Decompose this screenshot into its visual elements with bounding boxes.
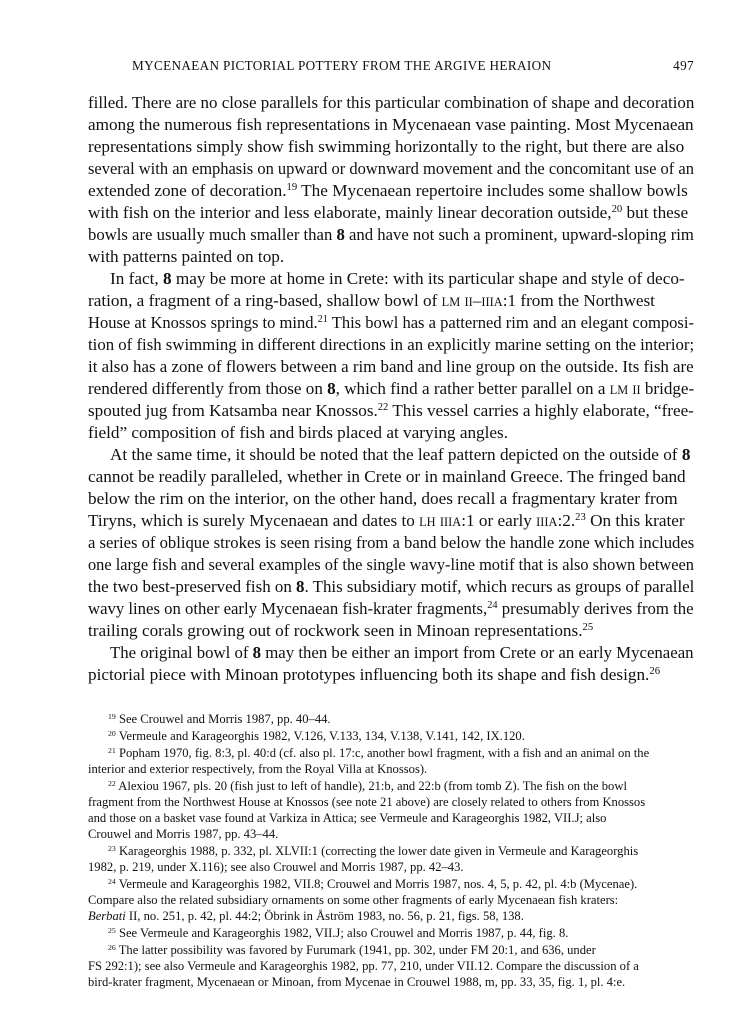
body-line: it also has a zone of flowers between a rim band and line group on the outside. Its fish are: [88, 357, 694, 376]
body-line: with fish on the interior and less elaborate, mainly linear decoration outside,$^{20}$ but these: [88, 203, 689, 222]
body-line: several with an emphasis on upward or downward movement and the concomitant use of an: [88, 159, 694, 178]
body-line: extended zone of decoration.$^{19}$ The Mycenaean repertoire includes some shallow bowls: [88, 181, 688, 200]
footnote-line: Compare also the related subsidiary ornaments on some other fragments of early Mycenaean fish kraters:: [88, 893, 619, 907]
footnote-line: $^{19}$ See Crouwel and Morris 1987, pp. 40–44.: [108, 711, 331, 726]
footnote-line: Crouwel and Morris 1987, pp. 43–44.: [88, 827, 279, 841]
footnote-line: and those on a basket vase found at Varkiza in Attica; see Vermeule and Karageorghis 1982, VII.J; also: [88, 811, 607, 825]
body-line: cannot be readily paralleled, whether in Crete or in mainland Greece. The fringed band: [88, 467, 686, 486]
body-line: wavy lines on other early Mycenaean fish-krater fragments,$^{24}$ presumably derives from the: [88, 599, 694, 618]
footnote-line: fragment from the Northwest House at Knossos (see note 21 above) are closely related to others from Knossos: [88, 795, 646, 809]
footnote-line: FS 292:1); see also Vermeule and Karageorghis 1982, pp. 77, 210, under VII.12. Compare the discussion of a: [88, 959, 639, 973]
body-line: House at Knossos springs to mind.$^{21}$ This bowl has a patterned rim and an elegant composi-: [88, 313, 694, 332]
paragraph-first-line: The original bowl of 8 may then be either an import from Crete or an early Mycenaean: [110, 643, 694, 662]
body-line: spouted jug from Katsamba near Knossos.$^{22}$ This vessel carries a highly elaborate, “free-: [88, 401, 694, 420]
body-line: trailing corals growing out of rockwork seen in Minoan representations.$^{25}$: [88, 621, 594, 640]
body-line: bowls are usually much smaller than 8 and have not such a prominent, upward-sloping rim: [88, 225, 694, 244]
body-line: tion of fish swimming in different directions in an explicitly marine setting on the interior;: [88, 335, 695, 354]
running-title: MYCENAEAN PICTORIAL POTTERY FROM THE ARGIVE HERAION: [132, 58, 552, 73]
body-line: field” composition of fish and birds placed at varying angles.: [88, 423, 509, 442]
body-line: filled. There are no close parallels for this particular combination of shape and decoration: [88, 93, 695, 112]
page-number: 497: [673, 58, 694, 73]
footnote-line: interior and exterior respectively, from the Royal Villa at Knossos).: [88, 762, 428, 776]
body-line: pictorial piece with Minoan prototypes influencing both its shape and fish design.$^{26}$: [88, 665, 661, 684]
footnote-line: bird-krater fragment, Mycenaean or Minoan, from Mycenae in Crouwel 1988, m, pp. 33, 35, fig. 1, pl. 4:e.: [88, 975, 626, 989]
body-line: one large fish and several examples of the single wavy-line motif that is also shown between: [88, 555, 694, 574]
body-line: representations simply show fish swimming horizontally to the right, but there are also: [88, 137, 685, 156]
body-line: among the numerous fish representations in Mycenaean vase painting. Most Mycenaean: [88, 115, 694, 134]
footnote-line: $^{26}$ The latter possibility was favored by Furumark (1941, pp. 302, under FM 20:1, and 636, under: [108, 942, 596, 957]
body-line: with patterns painted on top.: [88, 247, 285, 266]
footnote-line: $^{20}$ Vermeule and Karageorghis 1982, V.126, V.133, 134, V.138, V.141, 142, IX.120.: [108, 728, 525, 743]
body-line: a series of oblique strokes is seen rising from a band below the handle zone which includes: [88, 533, 695, 552]
footnote-line: $^{24}$ Vermeule and Karageorghis 1982, VII.8; Crouwel and Morris 1987, nos. 4, 5, p. 42, pl. 4:b (Mycenae).: [108, 876, 638, 891]
footnote-line: $^{23}$ Karageorghis 1988, p. 332, pl. XLVII:1 (correcting the lower date given in Vermeule and Karageorghis: [108, 843, 639, 858]
body-line: below the rim on the interior, on the other hand, does recall a fragmentary krater from: [88, 489, 678, 508]
body-line: the two best-preserved fish on 8. This subsidiary motif, which recurs as groups of parallel: [88, 577, 695, 596]
footnote-line: Berbati II, no. 251, p. 42, pl. 44:2; Öbrink in Åström 1983, no. 56, p. 21, figs. 58, 138.: [88, 909, 524, 923]
footnote-line: 1982, p. 219, under X.116); see also Crouwel and Morris 1987, pp. 42–43.: [88, 860, 464, 874]
footnote-line: $^{22}$ Alexiou 1967, pls. 20 (fish just to left of handle), 21:b, and 22:b (from tomb Z). The fish on the bowl: [108, 778, 627, 793]
body-line: rendered differently from those on 8, which find a rather better parallel on a LM II bridge-: [88, 379, 695, 398]
footnote-line: $^{21}$ Popham 1970, fig. 8:3, pl. 40:d (cf. also pl. 17:c, another bowl fragment, with a fish and an animal on the: [108, 745, 650, 760]
body-line: ration, a fragment of a ring-based, shallow bowl of LM II–IIIA:1 from the Northwest: [88, 291, 655, 310]
running-header: [88, 58, 694, 78]
body-line: Tiryns, which is surely Mycenaean and dates to LH IIIA:1 or early IIIA:2.23 On this krater: [88, 511, 685, 530]
paragraph-first-line: In fact, 8 may be more at home in Crete: with its particular shape and style of deco-: [110, 269, 685, 288]
footnote-line: $^{25}$ See Vermeule and Karageorghis 1982, VII.J; also Crouwel and Morris 1987, p. 44, fig. 8.: [108, 925, 569, 940]
paragraph-first-line: At the same time, it should be noted that the leaf pattern depicted on the outside of 8: [110, 445, 691, 464]
